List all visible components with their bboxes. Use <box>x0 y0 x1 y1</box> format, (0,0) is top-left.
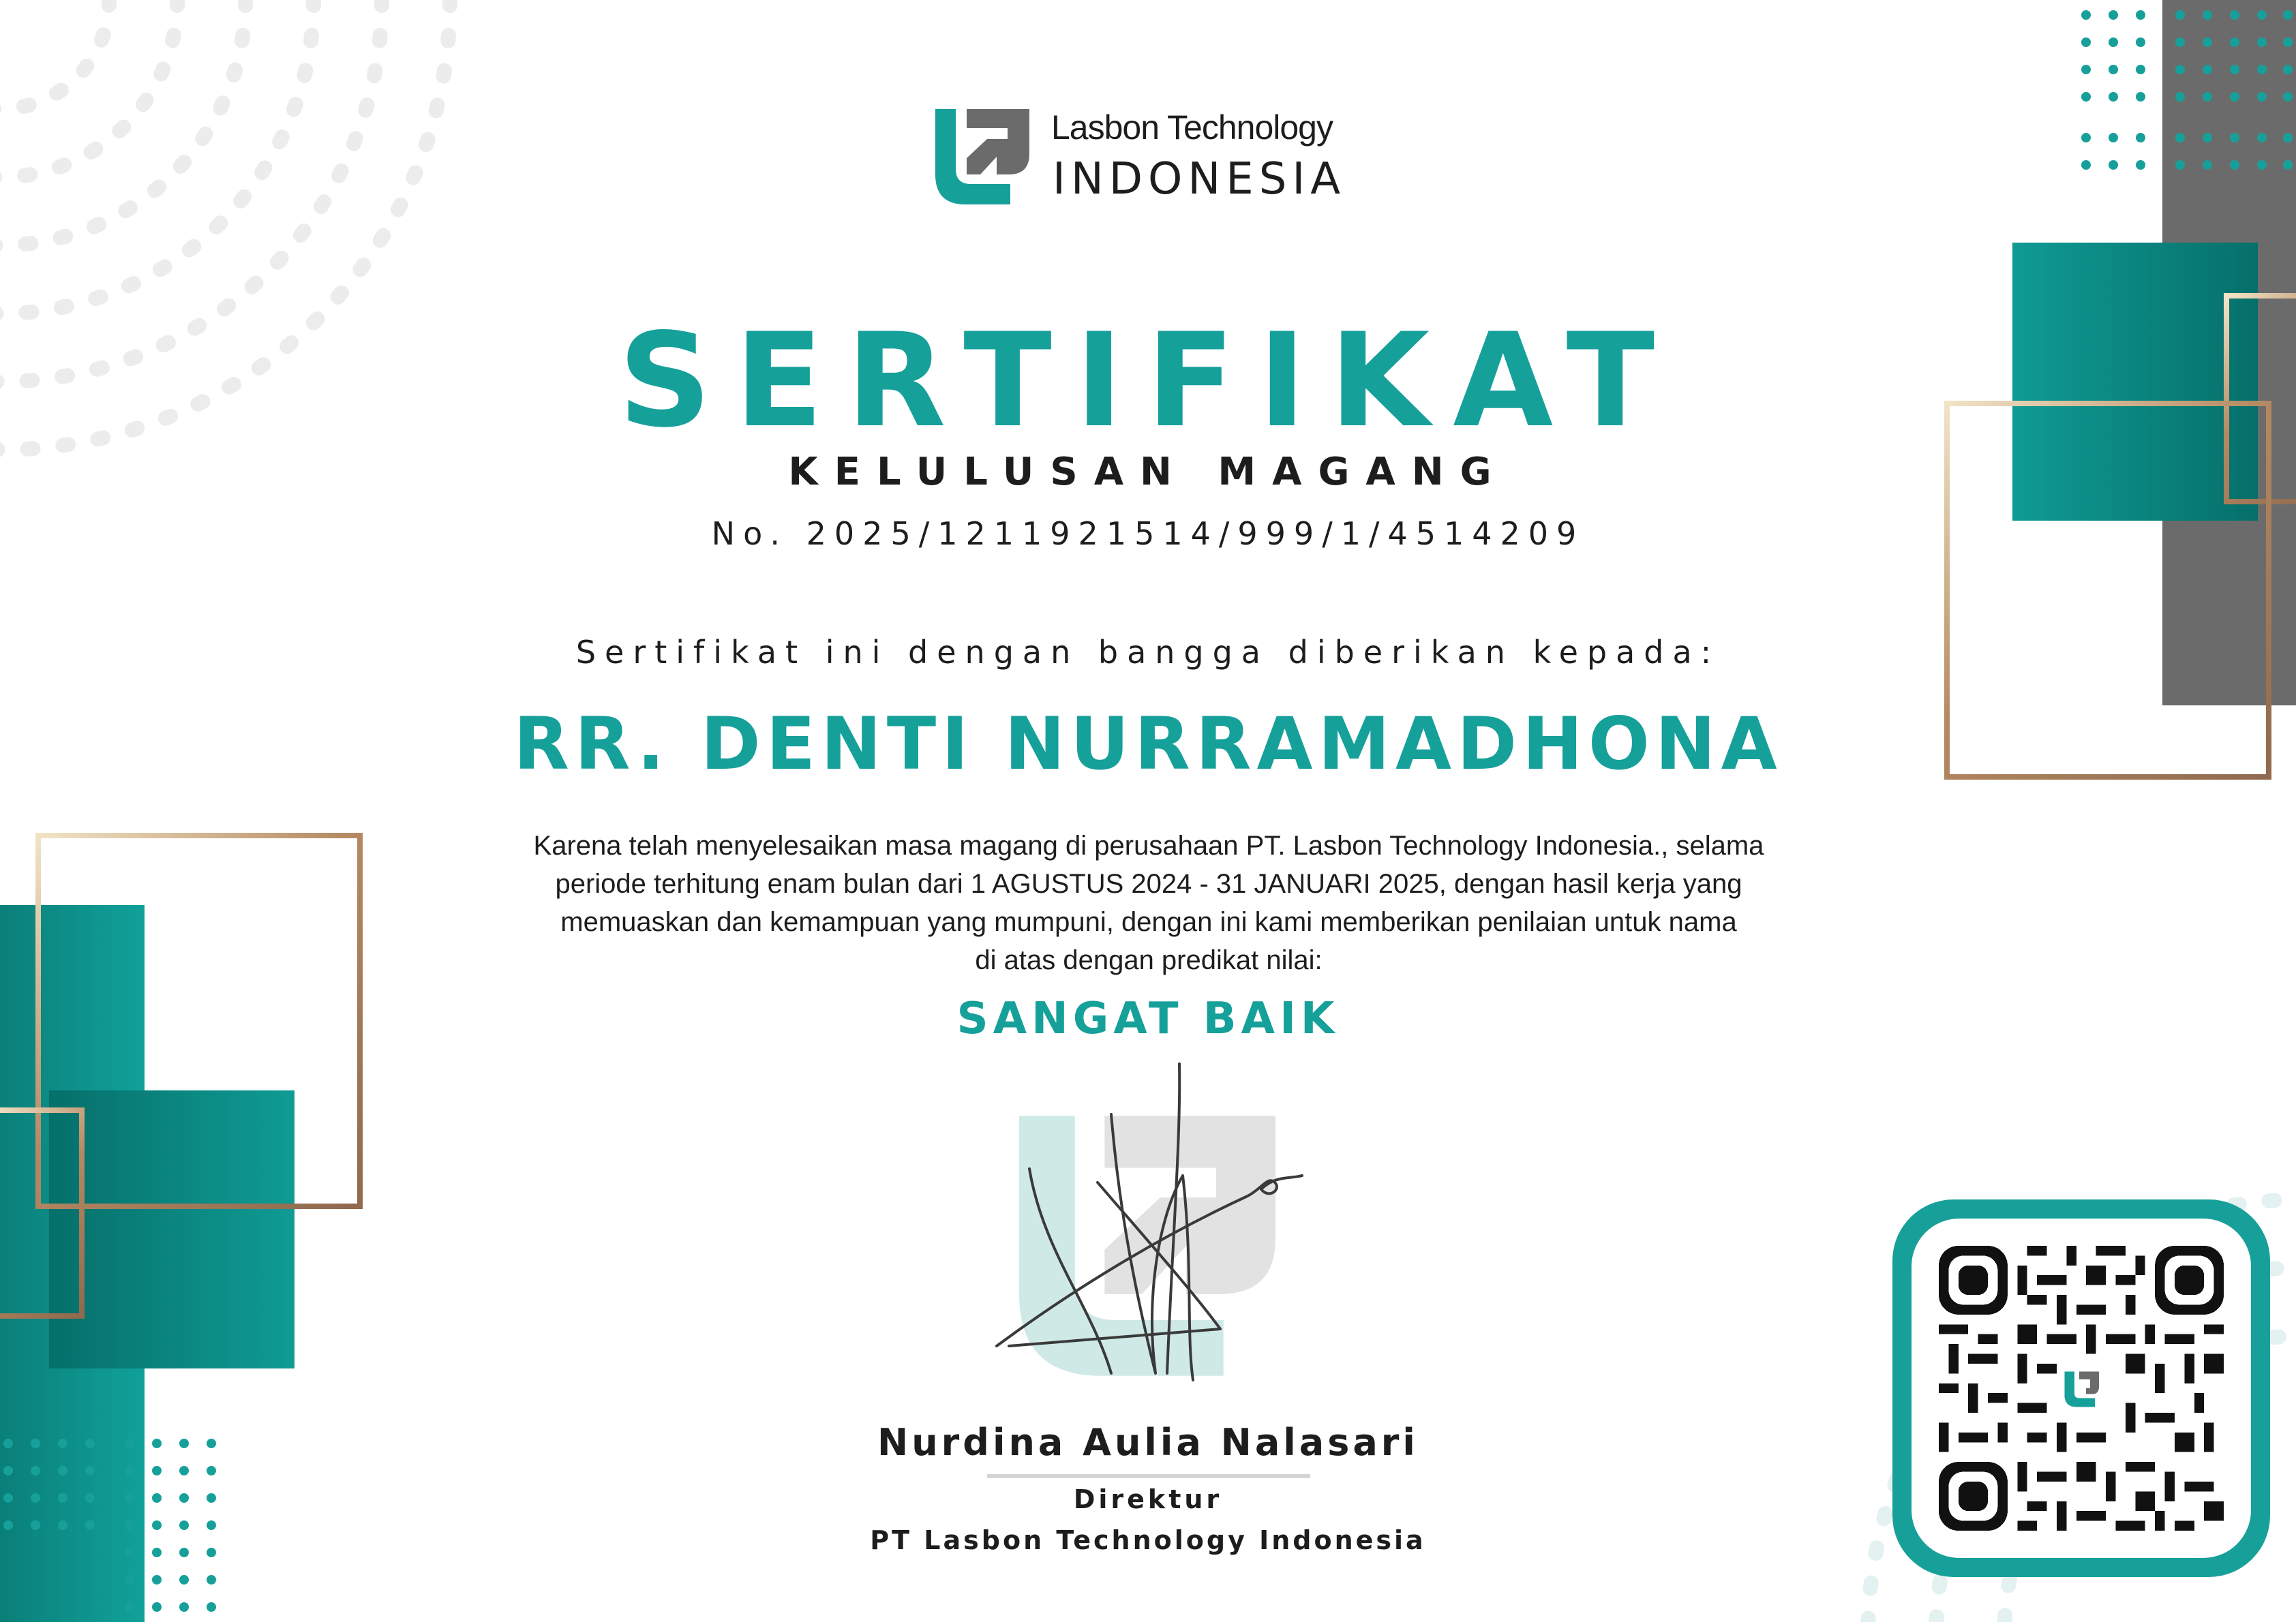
signer-role: Direktur <box>1073 1484 1223 1514</box>
body-line: Karena telah menyelesaikan masa magang di perusahaan PT. Lasbon Technology Indonesia., selama <box>533 831 1764 861</box>
qr-code-icon <box>1939 1246 2224 1531</box>
certificate-subtitle: KELULUSAN MAGANG <box>788 450 1508 494</box>
grade-label: SANGAT BAIK <box>956 994 1340 1044</box>
gold-frame-small-left <box>0 1107 85 1319</box>
body-line: memuaskan dan kemampuan yang mumpuni, dengan ini kami memberikan penilaian untuk nama <box>560 907 1737 937</box>
signer-company: PT Lasbon Technology Indonesia <box>870 1525 1426 1555</box>
certificate-number: No. 2025/1211921514/999/1/4514209 <box>711 515 1585 552</box>
signature-line <box>987 1474 1310 1478</box>
lasbon-logo-icon <box>935 109 1029 204</box>
recipient-name: RR. DENTI NURRAMADHONA <box>513 702 1783 786</box>
certificate-title: SERTIFIKAT <box>618 305 1678 456</box>
qr-code-card <box>1892 1199 2270 1577</box>
signature-mark <box>988 1060 1329 1387</box>
qr-code-frame <box>1912 1219 2251 1558</box>
certificate-body-text <box>423 827 1875 979</box>
awarded-to-label: Sertifikat ini dengan bangga diberikan kepada: <box>575 634 1721 671</box>
body-line: di atas dengan predikat nilai: <box>975 945 1323 975</box>
signer-name: Nurdina Aulia Nalasari <box>877 1421 1419 1464</box>
dot-grid-on-gray <box>2166 0 2296 170</box>
logo-company-line-2: INDONESIA <box>1053 154 1346 204</box>
logo-company-line-1: Lasbon Technology <box>1051 108 1333 147</box>
body-line: periode terhitung enam bulan dari 1 AGUSTUS 2024 - 31 JANUARI 2025, dengan hasil kerja yang <box>555 869 1742 899</box>
